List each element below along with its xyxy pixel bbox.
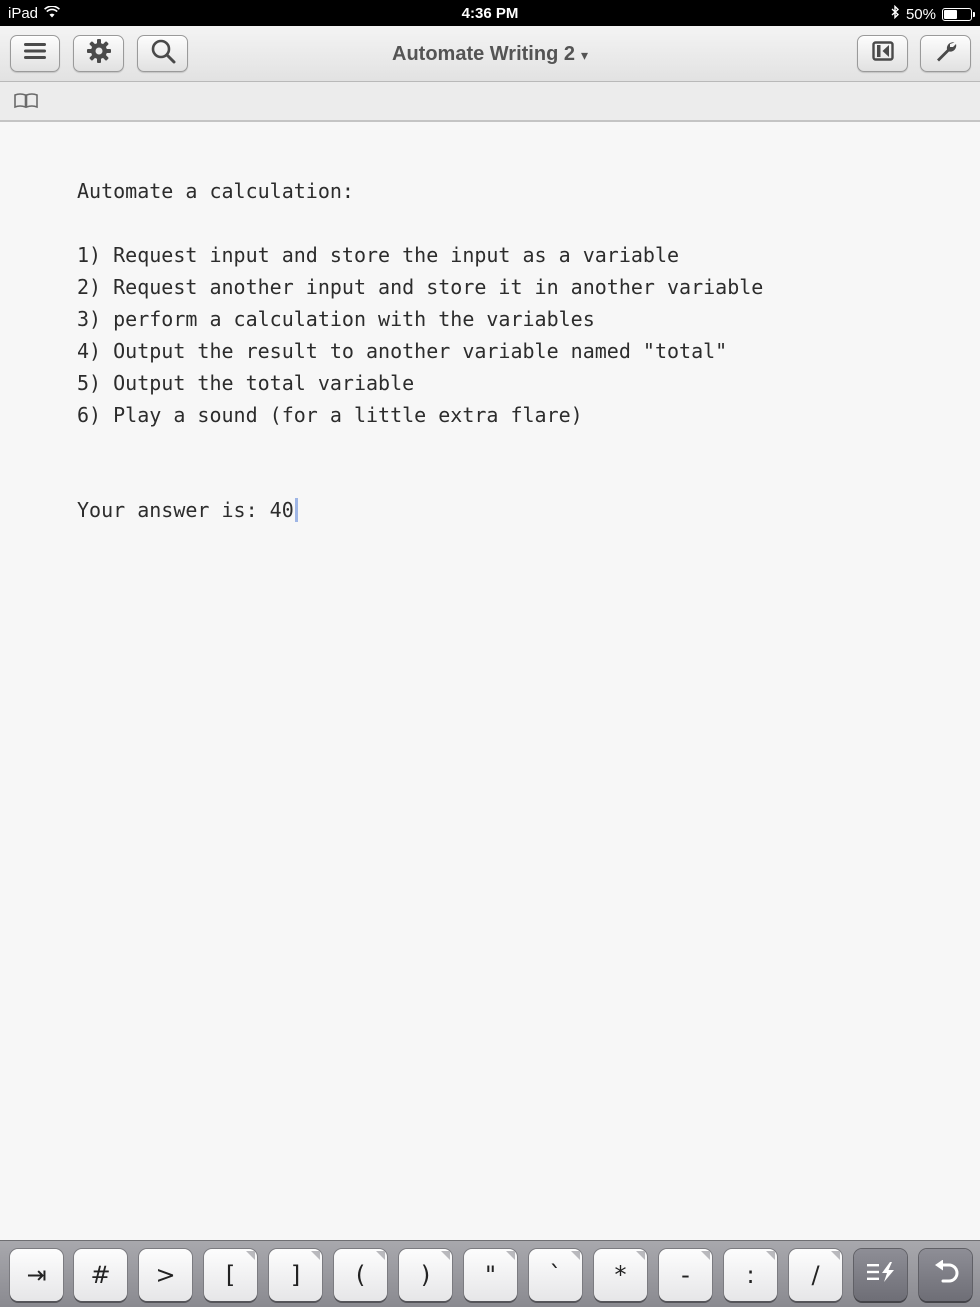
key-asterisk[interactable]: *: [594, 1249, 647, 1301]
book-icon[interactable]: [13, 91, 39, 116]
editor-line: Automate a calculation:: [77, 179, 354, 203]
editor-line: 1) Request input and store the input as a variable: [77, 243, 680, 267]
editor-line: 3) perform a calculation with the variables: [77, 307, 595, 331]
key-open-bracket[interactable]: [: [204, 1249, 257, 1301]
keyboard-accessory-row: [0, 1240, 980, 1307]
preview-icon: [872, 41, 894, 66]
editor-line-answer: [77, 498, 298, 522]
undo-icon: [932, 1260, 960, 1290]
key-close-paren[interactable]: ): [399, 1249, 452, 1301]
editor-line: 2) Request another input and store it in another variable: [77, 275, 764, 299]
status-right: [891, 5, 972, 23]
preview-button[interactable]: [857, 35, 908, 72]
text-cursor: [295, 498, 298, 522]
key-slash[interactable]: /: [789, 1249, 842, 1301]
key-tab[interactable]: ⇥: [10, 1249, 63, 1301]
key-hyphen[interactable]: -: [659, 1249, 712, 1301]
key-backtick[interactable]: `: [529, 1249, 582, 1301]
carrier-label: iPad: [8, 5, 39, 22]
search-button[interactable]: [137, 35, 188, 72]
editor-line: 4) Output the result to another variable named "total": [77, 339, 728, 363]
bluetooth-icon: [891, 5, 900, 23]
gear-icon: [86, 38, 112, 69]
key-colon[interactable]: :: [724, 1249, 777, 1301]
menu-icon: [23, 41, 47, 66]
battery-percent: 50%: [905, 5, 936, 23]
editor-line: 6) Play a sound (for a little extra flare): [77, 403, 583, 427]
key-open-paren[interactable]: (: [334, 1249, 387, 1301]
undo-button[interactable]: [919, 1249, 972, 1301]
document-title-button[interactable]: [280, 43, 700, 66]
battery-icon: [942, 8, 972, 21]
editor-line: 5) Output the total variable: [77, 371, 415, 395]
battery-fill: [944, 10, 957, 19]
status-bar: [0, 0, 980, 26]
key-quote[interactable]: ": [464, 1249, 517, 1301]
key-hash[interactable]: #: [74, 1249, 127, 1301]
settings-button[interactable]: [73, 35, 124, 72]
clock: 4:36 PM: [461, 5, 519, 22]
tools-button[interactable]: [920, 35, 971, 72]
answer-text: Your answer is: 40: [77, 498, 294, 522]
document-title: Automate Writing 2: [392, 43, 575, 65]
menu-button[interactable]: [10, 35, 60, 72]
text-editor[interactable]: [0, 124, 980, 1240]
key-close-bracket[interactable]: ]: [269, 1249, 322, 1301]
document-bar: [0, 82, 980, 122]
snippet-icon: [866, 1261, 896, 1289]
toolbar: [0, 26, 980, 82]
chevron-down-icon: ▾: [580, 47, 588, 63]
snippet-button[interactable]: [854, 1249, 907, 1301]
search-icon: [150, 38, 176, 69]
wrench-icon: [934, 39, 958, 68]
key-greater-than[interactable]: >: [139, 1249, 192, 1301]
